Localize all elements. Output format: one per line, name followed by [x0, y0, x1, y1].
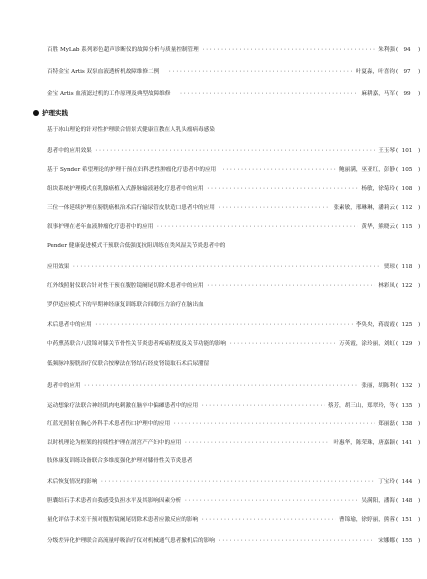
entry-page-number[interactable]: 129: [401, 341, 413, 347]
entry-title-line: [0, 299, 427, 311]
toc-entry-line[interactable]: [0, 514, 427, 526]
toc-entry-line[interactable]: [0, 338, 427, 350]
entry-author: 李奂央，蒋震霞: [355, 322, 395, 328]
entry-page-close-paren: ): [418, 167, 421, 173]
entry-author: 张素敏，邢琳琳，潘莉云: [333, 205, 395, 211]
dot-leader: [95, 319, 353, 331]
entry-page-open-paren: (: [396, 69, 399, 75]
entry-title: 量化评估手术室干预对腹腔镜阑尾切除术患者应激反应的影响: [47, 517, 199, 523]
dot-leader: [156, 221, 358, 233]
toc-entry-line[interactable]: [0, 164, 427, 176]
entry-page-close-paren: ): [418, 341, 421, 347]
entry-title: 应用效果: [47, 264, 70, 270]
entry-author: 叶惠华，陈荣珠，唐嘉颖: [333, 440, 395, 446]
toc-entry-line[interactable]: [0, 145, 427, 157]
entry-page-close-paren: ): [418, 479, 421, 485]
entry-page-close-paren: ): [418, 283, 421, 289]
entry-page-close-paren: ): [418, 224, 421, 230]
entry-page-number[interactable]: 138: [401, 421, 413, 427]
entry-author: 林彩凤: [378, 283, 395, 289]
dot-leader: [84, 380, 359, 392]
section-heading: [33, 107, 233, 119]
entry-title: 百特金宝 Artis 双泵血液透析机故障维修二例: [47, 69, 160, 75]
entry-page-number[interactable]: 144: [401, 479, 413, 485]
toc-entry-line[interactable]: [0, 261, 427, 273]
entry-page-close-paren: ): [418, 498, 421, 504]
entry-title: 以时机理论为框架的持续性护理在剖宫产产妇中的应用: [47, 440, 182, 446]
entry-page-close-paren: ): [418, 421, 421, 427]
entry-page-number[interactable]: 148: [401, 498, 413, 504]
entry-page-close-paren: ): [418, 403, 421, 409]
entry-author: 黄华，熊晓云: [361, 224, 395, 230]
toc-entry-line[interactable]: [0, 418, 427, 430]
entry-page-open-paren: (: [396, 283, 399, 289]
dot-leader: [218, 535, 375, 547]
entry-page-close-paren: ): [418, 186, 421, 192]
entry-title: 罗伊适应模式下的早期神经康复训练联合间歇压力治疗在脑出血: [47, 302, 204, 308]
entry-title: 分级差异化护理联合高流量呼吸治疗仪对机械通气患者撤机后的影响: [47, 538, 215, 544]
entry-page-close-paren: ): [418, 148, 421, 154]
toc-entry-line[interactable]: [0, 495, 427, 507]
entry-author: 叶夏淼，叶喜钧: [355, 69, 395, 75]
dot-leader: [180, 88, 359, 100]
entry-title-line: [0, 240, 427, 252]
entry-author: 宋娜娜: [378, 538, 395, 544]
dot-leader: [218, 202, 330, 214]
entry-title: 肢体康复训练设备联合多维度强化护理对膝骨性关节炎患者: [47, 458, 193, 464]
dot-leader: [173, 418, 375, 430]
entry-page-open-paren: (: [396, 224, 399, 230]
entry-title: 基于冰山理论的针对性护理联合情景式健康宣教在人乳头瘤病毒感染: [47, 127, 215, 133]
toc-entry-line[interactable]: [0, 437, 427, 449]
entry-page-open-paren: (: [396, 264, 399, 270]
entry-page-open-paren: (: [396, 440, 399, 446]
entry-title: 患者中的应用: [47, 383, 81, 389]
entry-page-open-paren: (: [396, 322, 399, 328]
entry-author: 朱利强: [378, 47, 395, 53]
entry-author: 曹锦瑜，徐婷丽，熊蓉: [339, 517, 395, 523]
entry-page-number[interactable]: 97: [403, 69, 411, 75]
entry-page-open-paren: (: [396, 148, 399, 154]
entry-title-line: [0, 124, 427, 136]
dot-leader: [222, 164, 336, 176]
entry-page-open-paren: (: [396, 186, 399, 192]
entry-author: 丁宝玲: [378, 479, 395, 485]
entry-title: 组块系统护理模式在乳腺癌植入式静脉输液港化疗患者中的应用: [47, 186, 204, 192]
entry-page-close-paren: ): [418, 383, 421, 389]
entry-page-open-paren: (: [396, 341, 399, 347]
entry-author: 蔡芳，胡三山，郑翠玲，等: [327, 403, 395, 409]
entry-page-close-paren: ): [418, 517, 421, 523]
entry-page-open-paren: (: [396, 538, 399, 544]
entry-author: 张丽，胡陈利: [361, 383, 395, 389]
entry-title: Pender 健康促进模式干预联合低强度抗阻训练在类风湿关节炎患者中的: [47, 243, 226, 249]
entry-author: 杨敏，徐菊玲: [361, 186, 395, 192]
entry-page-open-paren: (: [396, 205, 399, 211]
entry-title-line: [0, 358, 427, 370]
entry-title: 红外线照射仪联合针对性干预在腹腔镜阑尾切除术患者中的应用: [47, 283, 204, 289]
dot-leader: [201, 400, 325, 412]
entry-author: 麻耕嘉，马军: [361, 91, 395, 97]
entry-page-number[interactable]: 125: [401, 322, 413, 328]
entry-title: 低频脉冲膀胱治疗仪联合按摩法在肾结石经皮肾镜取石术后尿潴留: [47, 361, 210, 367]
section-title: 护理实践: [42, 109, 68, 117]
toc-entry-line[interactable]: [0, 280, 427, 292]
entry-page-number[interactable]: 94: [403, 47, 411, 53]
dot-leader: [207, 183, 359, 195]
entry-title: 胆囊结石手术患者自我感受负担水平及其影响因素分析: [47, 498, 182, 504]
entry-page-open-paren: (: [396, 421, 399, 427]
dot-leader: [184, 437, 330, 449]
entry-page-close-paren: ): [418, 322, 421, 328]
dot-leader: [184, 495, 358, 507]
dot-leader: [202, 44, 375, 56]
toc-entry-line[interactable]: [0, 319, 427, 331]
entry-author: 鲍丽满，巫亚红，彭静: [339, 167, 395, 173]
toc-entry-line[interactable]: [0, 44, 427, 56]
toc-entry-line[interactable]: [0, 66, 427, 78]
entry-page-close-paren: ): [418, 47, 421, 53]
entry-author: 郑丽磊: [378, 421, 395, 427]
dot-leader: [207, 280, 375, 292]
entry-page-number[interactable]: 151: [401, 517, 413, 523]
toc-entry-line[interactable]: [0, 535, 427, 547]
entry-page-open-paren: (: [396, 383, 399, 389]
entry-author: 吴满阳，潘海: [361, 498, 395, 504]
entry-title: 叙事护理在老年血液肿瘤化疗患者中的应用: [47, 224, 154, 230]
entry-page-number[interactable]: 115: [401, 224, 413, 230]
toc-entry-line[interactable]: [0, 476, 427, 488]
toc-entry-line[interactable]: [0, 400, 427, 412]
entry-page-close-paren: ): [418, 440, 421, 446]
entry-page-close-paren: ): [418, 69, 421, 75]
toc-entry-line[interactable]: [0, 221, 427, 233]
bullet-icon: [33, 110, 39, 116]
entry-page-open-paren: (: [396, 498, 399, 504]
entry-title: 金宝 Artis 血液滤过机的工作原理及典型故障维修: [47, 91, 171, 97]
entry-page-close-paren: ): [418, 538, 421, 544]
entry-title: 中药熏蒸联合八段锦对膝关节骨性关节炎患者疼痛程度及关节功能的影响: [47, 341, 227, 347]
entry-page-number[interactable]: 135: [401, 403, 413, 409]
entry-page-close-paren: ): [418, 205, 421, 211]
entry-page-number[interactable]: 141: [401, 440, 413, 446]
dot-leader: [168, 66, 353, 78]
entry-page-number[interactable]: 155: [401, 538, 413, 544]
entry-page-open-paren: (: [396, 91, 399, 97]
entry-title: 红蓝光照射在胸心外科手术患者伤口护理中的应用: [47, 421, 171, 427]
entry-page-open-paren: (: [396, 167, 399, 173]
entry-page-close-paren: ): [418, 264, 421, 270]
entry-author: 王玉琴: [378, 148, 395, 154]
toc-entry-line[interactable]: [0, 183, 427, 195]
entry-page-open-paren: (: [396, 47, 399, 53]
toc-entry-line[interactable]: [0, 202, 427, 214]
entry-page-number[interactable]: 112: [401, 205, 413, 211]
entry-page-open-paren: (: [396, 479, 399, 485]
entry-page-number[interactable]: 101: [401, 148, 413, 154]
dot-leader: [100, 476, 375, 488]
toc-entry-line[interactable]: [0, 380, 427, 392]
entry-page-number[interactable]: 118: [401, 264, 413, 270]
entry-page-number[interactable]: 132: [401, 383, 413, 389]
dot-leader: [229, 338, 336, 350]
entry-page-number[interactable]: 122: [401, 283, 413, 289]
toc-entry-line[interactable]: [0, 88, 427, 100]
entry-page-open-paren: (: [396, 403, 399, 409]
dot-leader: [72, 261, 380, 273]
dot-leader: [95, 145, 375, 157]
entry-page-number[interactable]: 105: [401, 167, 413, 173]
entry-title-line: [0, 455, 427, 467]
entry-title: 百胜 MyLab 系列彩色超声诊断仪的故障分析与质量控制管理: [47, 47, 199, 53]
dot-leader: [201, 514, 336, 526]
entry-page-open-paren: (: [396, 517, 399, 523]
entry-title: 运动想象疗法联合神经肌肉电刺激在脑卒中偏瘫患者中的应用: [47, 403, 199, 409]
entry-page-number[interactable]: 108: [401, 186, 413, 192]
entry-author: 贾琼: [383, 264, 395, 270]
entry-title: 三位一体延续护理在膀胱癌根治术后行输尿管皮肤造口患者中的应用: [47, 205, 215, 211]
entry-title: 基于 Synder 希望理论的护理干预在妇科恶性肿瘤化疗患者中的应用: [47, 167, 217, 173]
entry-author: 万英霞，涂玲丽，刘虹: [339, 341, 395, 347]
entry-page-close-paren: ): [418, 91, 421, 97]
entry-title: 术后恢复情况的影响: [47, 479, 98, 485]
entry-page-number[interactable]: 99: [403, 91, 411, 97]
entry-title: 患者中的应用效果: [47, 148, 92, 154]
entry-title: 术后患者中的应用: [47, 322, 92, 328]
